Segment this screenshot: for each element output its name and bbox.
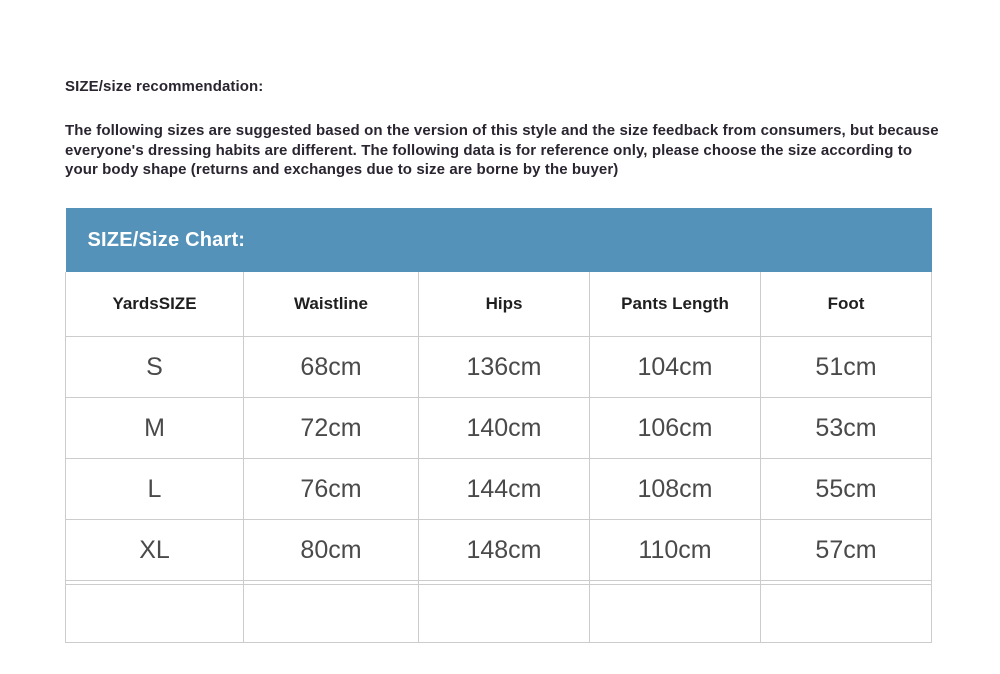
foot-cell: 55cm — [761, 459, 932, 520]
size-recommendation-paragraph: The following sizes are suggested based on the version of this style and the size feedback from consumers, but because everyone's dressing habits are different. The following data is for reference only, please choose the size according to your body shape (returns and exchanges due to size are borne by the buyer) — [65, 122, 939, 178]
column-header-pants-length: Pants Length — [590, 272, 761, 337]
waistline-cell: 68cm — [244, 337, 419, 398]
waistline-cell: 72cm — [244, 398, 419, 459]
size-chart-table — [65, 208, 932, 643]
pants-length-cell: 106cm — [590, 398, 761, 459]
size-row-m — [66, 398, 932, 459]
size-label-cell: L — [66, 459, 244, 520]
size-row-l — [66, 459, 932, 520]
column-header-yards-size: YardsSIZE — [66, 272, 244, 337]
empty-cell — [761, 585, 932, 643]
empty-cell — [66, 585, 244, 643]
size-label-cell: M — [66, 398, 244, 459]
hips-cell: 144cm — [419, 459, 590, 520]
pants-length-cell: 110cm — [590, 520, 761, 581]
hips-cell: 136cm — [419, 337, 590, 398]
pants-length-cell: 104cm — [590, 337, 761, 398]
size-label-cell: XL — [66, 520, 244, 581]
pants-length-cell: 108cm — [590, 459, 761, 520]
size-chart-banner-row — [66, 208, 932, 272]
size-label-cell: S — [66, 337, 244, 398]
column-header-waistline: Waistline — [244, 272, 419, 337]
size-row-s — [66, 337, 932, 398]
size-row-xl — [66, 520, 932, 581]
empty-cell — [590, 585, 761, 643]
column-header-foot: Foot — [761, 272, 932, 337]
waistline-cell: 80cm — [244, 520, 419, 581]
size-recommendation-heading: SIZE/size recommendation: — [65, 78, 264, 95]
foot-cell: 53cm — [761, 398, 932, 459]
hips-cell: 140cm — [419, 398, 590, 459]
foot-cell: 51cm — [761, 337, 932, 398]
size-chart-banner — [66, 208, 932, 272]
column-header-hips: Hips — [419, 272, 590, 337]
empty-row — [66, 585, 932, 643]
foot-cell: 57cm — [761, 520, 932, 581]
empty-cell — [419, 585, 590, 643]
column-header-row — [66, 272, 932, 337]
hips-cell: 148cm — [419, 520, 590, 581]
empty-cell — [244, 585, 419, 643]
waistline-cell: 76cm — [244, 459, 419, 520]
size-chart-title: SIZE/Size Chart: — [87, 228, 246, 251]
